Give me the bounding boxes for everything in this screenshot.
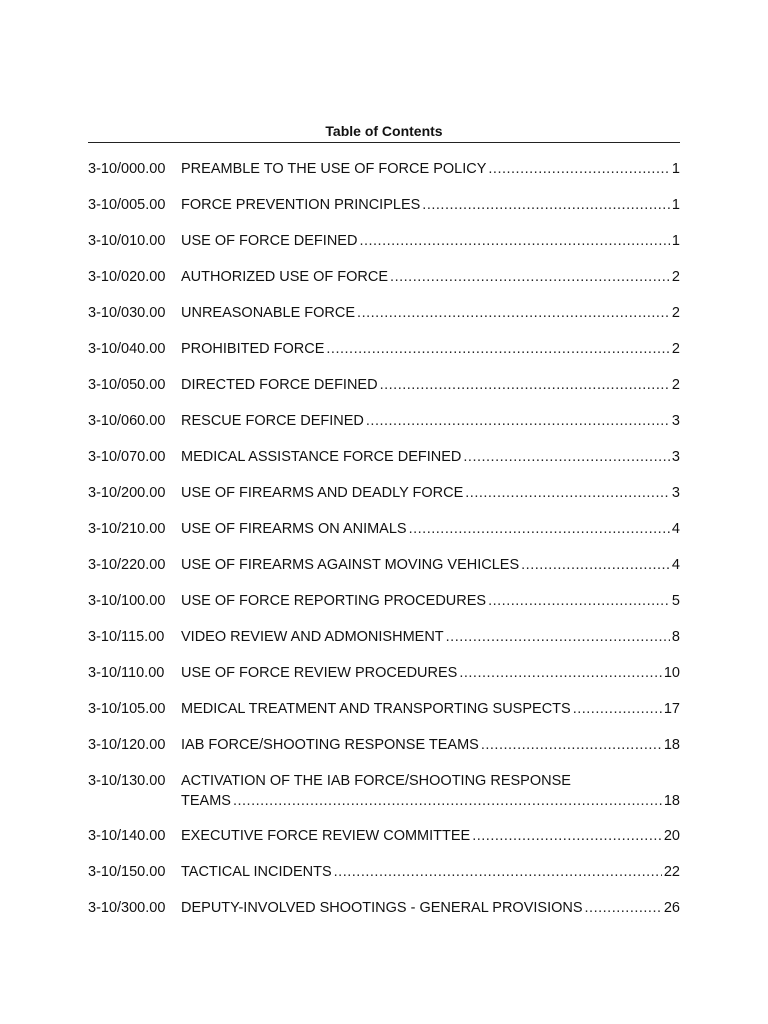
toc-entry-line — [181, 159, 680, 179]
toc-entry-body — [181, 663, 680, 683]
toc-entry-line — [181, 411, 680, 431]
toc-entry-line — [181, 627, 680, 647]
toc-entry-number: 3-10/020.00 — [88, 269, 166, 285]
dot-leader — [585, 898, 662, 918]
dot-leader — [233, 791, 662, 811]
toc-entry-title: USE OF FIREARMS AND DEADLY FORCE — [181, 485, 464, 501]
toc-entry-number: 3-10/110.00 — [88, 665, 165, 681]
toc-entry-page: 4 — [671, 521, 680, 537]
toc-entry-page: 2 — [671, 305, 680, 321]
toc-entry-title: USE OF FIREARMS AGAINST MOVING VEHICLES — [181, 557, 520, 573]
toc-entry-number: 3-10/140.00 — [88, 828, 166, 844]
toc-entry-title: EXECUTIVE FORCE REVIEW COMMITTEE — [181, 828, 471, 844]
toc-entry-page: 3 — [671, 485, 680, 501]
toc-entry-page: 3 — [671, 449, 680, 465]
toc-entry[interactable] — [88, 735, 680, 755]
heading-divider — [88, 142, 680, 143]
toc-entry-title-continued: TEAMS — [181, 793, 231, 809]
dot-leader — [366, 411, 670, 431]
toc-entry[interactable] — [88, 862, 680, 882]
toc-entry-line — [181, 447, 680, 467]
toc-entry[interactable] — [88, 447, 680, 467]
toc-entry-body — [181, 826, 680, 846]
toc-entry[interactable] — [88, 663, 680, 683]
toc-entry-title: IAB FORCE/SHOOTING RESPONSE TEAMS — [181, 737, 479, 753]
toc-entry[interactable] — [88, 826, 680, 846]
toc-entry[interactable] — [88, 339, 680, 359]
toc-entry-page: 1 — [671, 197, 680, 213]
toc-entry-body — [181, 483, 680, 503]
toc-entry-body — [181, 195, 680, 215]
toc-entry-number: 3-10/010.00 — [88, 233, 166, 249]
toc-entry-number: 3-10/000.00 — [88, 161, 166, 177]
toc-entry-title: DIRECTED FORCE DEFINED — [181, 377, 378, 393]
toc-entry-body — [181, 735, 680, 755]
toc-entry-body — [181, 555, 680, 575]
dot-leader — [459, 663, 662, 683]
dot-leader — [573, 699, 662, 719]
toc-entry-page: 8 — [671, 629, 680, 645]
toc-entry-title: RESCUE FORCE DEFINED — [181, 413, 364, 429]
toc-entry-title: USE OF FORCE REPORTING PROCEDURES — [181, 593, 487, 609]
toc-entry-page: 17 — [663, 701, 680, 717]
toc-entry-line — [181, 195, 680, 215]
toc-entry[interactable] — [88, 519, 680, 539]
toc-entry-page: 10 — [663, 665, 680, 681]
toc-entry-number: 3-10/005.00 — [88, 197, 166, 213]
toc-entry[interactable] — [88, 627, 680, 647]
toc-heading: Table of Contents — [325, 123, 443, 139]
toc-entry[interactable] — [88, 555, 680, 575]
toc-entry[interactable] — [88, 231, 680, 251]
toc-entry[interactable] — [88, 411, 680, 431]
toc-entry-line — [181, 231, 680, 251]
dot-leader — [481, 735, 662, 755]
toc-entry-title: FORCE PREVENTION PRINCIPLES — [181, 197, 421, 213]
toc-entry-title: VIDEO REVIEW AND ADMONISHMENT — [181, 629, 444, 645]
toc-entry-line — [181, 339, 680, 359]
dot-leader — [357, 303, 670, 323]
toc-entry[interactable] — [88, 591, 680, 611]
toc-entry-body — [181, 627, 680, 647]
toc-entry-body — [181, 231, 680, 251]
toc-entry-page: 2 — [671, 269, 680, 285]
dot-leader — [422, 195, 670, 215]
dot-leader — [463, 447, 670, 467]
toc-entry-body — [181, 267, 680, 287]
toc-entry-title: DEPUTY-INVOLVED SHOOTINGS - GENERAL PROVISIONS — [181, 900, 583, 916]
toc-entry-number: 3-10/220.00 — [88, 557, 166, 573]
toc-entry-line — [181, 699, 680, 719]
toc-entry-number: 3-10/040.00 — [88, 341, 166, 357]
toc-entry-number: 3-10/050.00 — [88, 377, 166, 393]
toc-entry-number: 3-10/300.00 — [88, 900, 166, 916]
dot-leader — [465, 483, 670, 503]
dot-leader — [359, 231, 669, 251]
toc-entry-body — [181, 411, 680, 431]
toc-entry-page: 20 — [663, 828, 680, 844]
toc-entry-page: 1 — [671, 161, 680, 177]
toc-entry-line — [181, 663, 680, 683]
toc-entry[interactable] — [88, 195, 680, 215]
toc-entry-page: 3 — [671, 413, 680, 429]
toc-list — [88, 159, 680, 934]
toc-entry[interactable] — [88, 699, 680, 719]
toc-entry[interactable] — [88, 771, 680, 811]
toc-entry-number: 3-10/030.00 — [88, 305, 166, 321]
toc-entry-number: 3-10/210.00 — [88, 521, 166, 537]
toc-entry-body — [181, 447, 680, 467]
toc-entry-line — [181, 791, 680, 811]
toc-entry-title: MEDICAL ASSISTANCE FORCE DEFINED — [181, 449, 462, 465]
toc-entry[interactable] — [88, 303, 680, 323]
toc-entry-number: 3-10/070.00 — [88, 449, 166, 465]
toc-entry-title: TACTICAL INCIDENTS — [181, 864, 332, 880]
toc-entry-number: 3-10/100.00 — [88, 593, 166, 609]
toc-entry-number: 3-10/060.00 — [88, 413, 166, 429]
toc-entry-body — [181, 862, 680, 882]
toc-entry-line — [181, 735, 680, 755]
toc-entry-title: UNREASONABLE FORCE — [181, 305, 356, 321]
toc-entry-line — [181, 267, 680, 287]
dot-leader — [390, 267, 670, 287]
toc-entry-line — [181, 826, 680, 846]
toc-entry-title: USE OF FORCE REVIEW PROCEDURES — [181, 665, 458, 681]
toc-entry-page: 22 — [663, 864, 680, 880]
toc-entry-line — [181, 555, 680, 575]
toc-entry-number: 3-10/105.00 — [88, 701, 166, 717]
toc-entry-title: ACTIVATION OF THE IAB FORCE/SHOOTING RESPONSE — [181, 773, 571, 789]
toc-entry-title: USE OF FIREARMS ON ANIMALS — [181, 521, 407, 537]
toc-entry-number: 3-10/115.00 — [88, 629, 165, 645]
toc-entry-title: PROHIBITED FORCE — [181, 341, 325, 357]
toc-entry-body — [181, 898, 680, 918]
dot-leader — [409, 519, 670, 539]
toc-entry-line — [181, 862, 680, 882]
toc-entry-body — [181, 771, 680, 811]
toc-entry-title: PREAMBLE TO THE USE OF FORCE POLICY — [181, 161, 487, 177]
toc-entry-page: 5 — [671, 593, 680, 609]
dot-leader — [472, 826, 662, 846]
toc-entry-line — [181, 303, 680, 323]
dot-leader — [326, 339, 670, 359]
toc-entry-page: 18 — [663, 793, 680, 809]
toc-entry-body — [181, 159, 680, 179]
toc-entry-number: 3-10/130.00 — [88, 773, 166, 789]
dot-leader — [380, 375, 670, 395]
toc-entry-body — [181, 303, 680, 323]
toc-entry-line — [181, 519, 680, 539]
toc-entry-page: 18 — [663, 737, 680, 753]
toc-entry-page: 26 — [663, 900, 680, 916]
toc-entry[interactable] — [88, 898, 680, 918]
dot-leader — [334, 862, 662, 882]
toc-entry-body — [181, 339, 680, 359]
toc-entry-title: USE OF FORCE DEFINED — [181, 233, 358, 249]
toc-entry[interactable] — [88, 483, 680, 503]
toc-entry-page: 4 — [671, 557, 680, 573]
toc-entry-number: 3-10/150.00 — [88, 864, 166, 880]
toc-entry-number: 3-10/200.00 — [88, 485, 166, 501]
toc-entry[interactable] — [88, 267, 680, 287]
toc-entry[interactable] — [88, 375, 680, 395]
toc-entry-page: 2 — [671, 377, 680, 393]
dot-leader — [446, 627, 670, 647]
toc-entry[interactable] — [88, 159, 680, 179]
dot-leader — [488, 591, 670, 611]
toc-entry-body — [181, 591, 680, 611]
toc-entry-number: 3-10/120.00 — [88, 737, 166, 753]
toc-entry-title: AUTHORIZED USE OF FORCE — [181, 269, 389, 285]
toc-entry-body — [181, 699, 680, 719]
toc-entry-body — [181, 519, 680, 539]
toc-entry-title: MEDICAL TREATMENT AND TRANSPORTING SUSPECTS — [181, 701, 571, 717]
dot-leader — [521, 555, 670, 575]
toc-entry-body — [181, 375, 680, 395]
toc-entry-line — [181, 375, 680, 395]
toc-entry-line — [181, 483, 680, 503]
dot-leader — [488, 159, 670, 179]
toc-entry-line — [181, 591, 680, 611]
toc-entry-line — [181, 898, 680, 918]
toc-entry-page: 1 — [671, 233, 680, 249]
toc-entry-page: 2 — [671, 341, 680, 357]
